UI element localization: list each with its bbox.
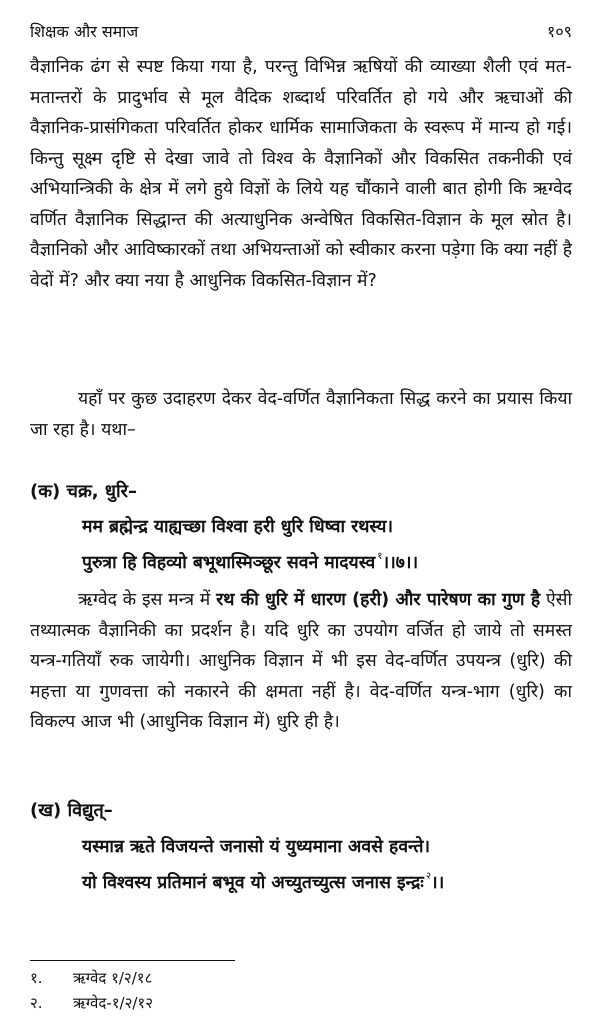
running-header [30, 20, 572, 44]
paragraph-intro: वैज्ञानिक ढंग से स्पष्ट किया गया है, परन्तु विभिन्न ऋषियों की व्याख्या शैली एवं मत-मतान्तरों के प्रादुर्भाव से मूल वैदिक शब्दार्थ परिवर्तित हो गये और ऋचाओं की वैज्ञानिक-प्रासंगिकता परिवर्तित होकर धार्मिक सामाजिकता के स्वरूप में मान्य हो गई। किन्तु सूक्ष्म दृष्टि से देखा जावे तो विश्व के वैज्ञानिकों और विकसित तकनीकी एवं अभियान्त्रिकी के क्षेत्र में लगे हुये विज्ञों के लिये यह चौंकाने वाली बात होगी कि ऋग्वेद वर्णित वैज्ञानिक सिद्धान्त की अत्याधुनिक अन्वेषित विकसित-विज्ञान के मूल स्रोत है। वैज्ञानिको और आविष्कारकों तथा अभियन्ताओं को स्वीकार करना पड़ेगा कि क्या नहीं है वेदों में? और क्या नया है आधुनिक विकसित-विज्ञान में? [30, 57, 572, 291]
text-emphasis: रथ की धुरि में धारण (हरी) और पारेषण का गुण है [216, 590, 541, 610]
verse-block-vidyut [82, 832, 444, 898]
text-lead: ऋग्वेद के इस मन्त्र में [78, 590, 211, 610]
footnotes [30, 966, 153, 1016]
verse-block-chakra [82, 512, 418, 578]
paragraph-explanation [30, 585, 572, 738]
running-title: शिक्षक और समाज [30, 22, 139, 41]
verse-line [82, 542, 418, 578]
footnote-text: ऋग्वेद-१/२/१२ [73, 994, 154, 1012]
verse-line: मम ब्रह्मेन्द्र याह्यच्छा विश्वा हरी धुरि धिष्वा रथस्य। [82, 517, 394, 537]
section-heading-chakra: (क) चक्र, धुरि– [30, 481, 137, 502]
verse-line [82, 862, 444, 898]
footnote-number: १. [30, 969, 43, 987]
verse-line: यस्मान्न ऋते विजयन्ते जनासो यं युध्यमाना अवसे हवन्ते। [82, 837, 431, 857]
verse-text: पुरुत्रा हि विहव्यो बभूथास्मिञ्छूर सवने मादयस्व [82, 553, 376, 573]
page-number: १०९ [547, 22, 572, 41]
footnote-number: २. [30, 994, 43, 1012]
verse-number: ।।७।। [382, 553, 419, 573]
paragraph-examples-intro: यहाँ पर कुछ उदाहरण देकर वेद-वर्णित वैज्ञानिकता सिद्ध करने का प्रयास किया जा रहा है। यथा– [30, 389, 572, 440]
footnote-divider [30, 960, 235, 961]
verse-number: ।। [431, 873, 445, 893]
footnote-ref[interactable]: १ [377, 551, 383, 562]
text-rest: ऐसी तथ्यात्मक वैज्ञानिकी का प्रदर्शन है। यदि धुरि का उपयोग वर्जित हो जाये तो समस्त यन्त्र-गतियाँ रुक जायेगी। आधुनिक विज्ञान में भी इस वेद-वर्णित उपयन्त्र (धुरि) की महत्ता या गुणवत्ता को नकारने की क्षमता नहीं है। वेद-वर्णित यन्त्र-भाग (धुरि) का विकल्प आज भी (आधुनिक विज्ञान में) धुरि ही है। [30, 590, 572, 732]
footnote-text: ऋग्वेद १/२/१८ [73, 969, 153, 987]
section-heading-vidyut: (ख) विद्युत्– [30, 800, 113, 821]
footnote-item [30, 966, 153, 991]
footnote-item [30, 991, 153, 1016]
footnote-ref[interactable]: २ [425, 871, 432, 882]
verse-text: यो विश्वस्य प्रतिमानं बभूव यो अच्युतच्युत्स जनास इन्द्रः [82, 873, 424, 893]
